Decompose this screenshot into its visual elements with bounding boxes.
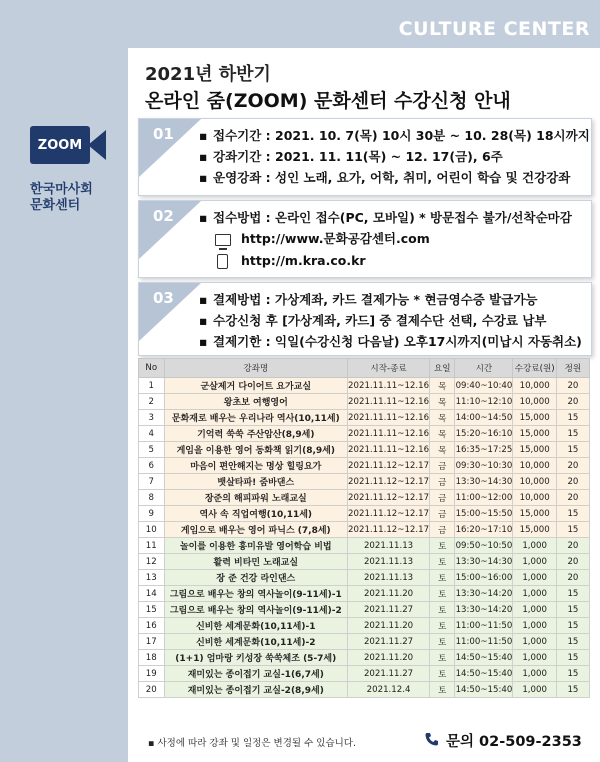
bullet-line bbox=[199, 146, 587, 167]
table-cell: 2021.11.11~12.16 bbox=[348, 378, 430, 394]
table-cell: 장준의 해피파워 노래교실 bbox=[164, 490, 348, 506]
table-cell: 1,000 bbox=[513, 682, 556, 698]
table-cell: 토 bbox=[430, 618, 455, 634]
table-cell: 15 bbox=[556, 618, 589, 634]
zoom-logo bbox=[30, 126, 106, 164]
table-cell: 15 bbox=[556, 442, 589, 458]
table-cell: 그림으로 배우는 창의 역사놀이(9-11세)-1 bbox=[164, 586, 348, 602]
table-cell: 15,000 bbox=[513, 426, 556, 442]
table-cell: 왕초보 여행영어 bbox=[164, 394, 348, 410]
table-cell: 2021.11.11~12.16 bbox=[348, 426, 430, 442]
section-number: 01 bbox=[153, 125, 174, 143]
table-cell: 게임으로 배우는 영어 파닉스 (7,8세) bbox=[164, 522, 348, 538]
left-background bbox=[0, 0, 128, 762]
table-cell: 16 bbox=[139, 618, 165, 634]
table-cell: 2 bbox=[139, 394, 165, 410]
table-cell: 1,000 bbox=[513, 554, 556, 570]
url-mobile[interactable] bbox=[199, 250, 587, 272]
column-header: 수강료(원) bbox=[513, 359, 556, 378]
table-cell: 09:40~10:40 bbox=[455, 378, 513, 394]
table-body bbox=[139, 378, 590, 698]
table-cell: 토 bbox=[430, 570, 455, 586]
table-cell: 1,000 bbox=[513, 570, 556, 586]
table-cell: 토 bbox=[430, 586, 455, 602]
table-cell: 20 bbox=[556, 378, 589, 394]
table-cell: 20 bbox=[556, 394, 589, 410]
table-cell: 3 bbox=[139, 410, 165, 426]
column-header: No bbox=[139, 359, 165, 378]
table-cell: 16:35~17:25 bbox=[455, 442, 513, 458]
bullet-icon: ▪ bbox=[199, 292, 208, 307]
table-cell: 그림으로 배우는 창의 역사놀이(9-11세)-2 bbox=[164, 602, 348, 618]
table-cell: 20 bbox=[556, 554, 589, 570]
table-cell: 문화재로 배우는 우리나라 역사(10,11세) bbox=[164, 410, 348, 426]
table-cell: 6 bbox=[139, 458, 165, 474]
table-cell: 2021.11.20 bbox=[348, 618, 430, 634]
table-cell: 금 bbox=[430, 474, 455, 490]
table-row bbox=[139, 618, 590, 634]
table-cell: 1,000 bbox=[513, 602, 556, 618]
table-header-row bbox=[139, 359, 590, 378]
table-row bbox=[139, 506, 590, 522]
table-cell: 2021.11.12~12.17 bbox=[348, 490, 430, 506]
url-text[interactable]: http://m.kra.co.kr bbox=[241, 253, 366, 268]
table-cell: 11:00~11:50 bbox=[455, 634, 513, 650]
section-02 bbox=[138, 200, 592, 278]
title-line-1: 2021년 하반기 bbox=[145, 64, 271, 85]
table-cell: 목 bbox=[430, 442, 455, 458]
table-row bbox=[139, 554, 590, 570]
table-cell: 9 bbox=[139, 506, 165, 522]
table-cell: 13:30~14:20 bbox=[455, 586, 513, 602]
table-cell: 토 bbox=[430, 666, 455, 682]
phone-icon bbox=[217, 254, 228, 269]
table-cell: 10,000 bbox=[513, 378, 556, 394]
table-cell: 신비한 세계문화(10,11세)-2 bbox=[164, 634, 348, 650]
table-cell: 15:00~16:00 bbox=[455, 570, 513, 586]
zoom-logo-text: ZOOM bbox=[30, 126, 90, 164]
table-cell: 2021.12.4 bbox=[348, 682, 430, 698]
table-cell: 신비한 세계문화(10,11세)-1 bbox=[164, 618, 348, 634]
section-number: 02 bbox=[153, 207, 174, 225]
table-cell: 10,000 bbox=[513, 394, 556, 410]
table-cell: 20 bbox=[556, 490, 589, 506]
section-number: 03 bbox=[153, 289, 174, 307]
table-cell: 토 bbox=[430, 538, 455, 554]
table-cell: 금 bbox=[430, 490, 455, 506]
bullet-text: 결제기한 : 익일(수강신청 다음날) 오후17시까지(미납시 자동취소) bbox=[213, 334, 582, 349]
bullet-line bbox=[199, 289, 587, 310]
table-cell: 15,000 bbox=[513, 522, 556, 538]
table-cell: 2021.11.11~12.16 bbox=[348, 410, 430, 426]
table-row bbox=[139, 378, 590, 394]
table-row bbox=[139, 682, 590, 698]
bullet-icon: ▪ bbox=[199, 149, 208, 164]
table-cell: 토 bbox=[430, 650, 455, 666]
table-cell: 1,000 bbox=[513, 538, 556, 554]
table-row bbox=[139, 666, 590, 682]
footer-note bbox=[148, 735, 356, 749]
org-name-line-1: 한국마사회 bbox=[30, 182, 93, 197]
bullet-text: 수강신청 후 [가상계좌, 카드] 중 결제수단 선택, 수강료 납부 bbox=[213, 313, 547, 328]
table-cell: 19 bbox=[139, 666, 165, 682]
table-cell: 1,000 bbox=[513, 618, 556, 634]
table-cell: 2021.11.11~12.16 bbox=[348, 394, 430, 410]
camera-icon bbox=[88, 130, 106, 160]
table-cell: 15 bbox=[556, 682, 589, 698]
table-cell: 5 bbox=[139, 442, 165, 458]
table-cell: 금 bbox=[430, 458, 455, 474]
table-cell: 2021.11.12~12.17 bbox=[348, 522, 430, 538]
table-row bbox=[139, 426, 590, 442]
table-cell: 13:30~14:30 bbox=[455, 474, 513, 490]
table-cell: 15 bbox=[556, 666, 589, 682]
table-cell: 12 bbox=[139, 554, 165, 570]
column-header: 시간 bbox=[455, 359, 513, 378]
table-cell: 11:00~11:50 bbox=[455, 618, 513, 634]
telephone-icon bbox=[424, 731, 440, 747]
table-cell: 20 bbox=[556, 538, 589, 554]
column-header: 요일 bbox=[430, 359, 455, 378]
table-cell: 목 bbox=[430, 394, 455, 410]
table-cell: 8 bbox=[139, 490, 165, 506]
bullet-text: 결제방법 : 가상계좌, 카드 결제가능 * 현금영수증 발급가능 bbox=[213, 292, 538, 307]
table-row bbox=[139, 602, 590, 618]
table-cell: 15 bbox=[556, 650, 589, 666]
table-row bbox=[139, 586, 590, 602]
table-cell: 2021.11.12~12.17 bbox=[348, 458, 430, 474]
contact-phone: 문의 02-509-2353 bbox=[446, 734, 582, 750]
table-cell: 2021.11.13 bbox=[348, 538, 430, 554]
table-cell: 20 bbox=[556, 458, 589, 474]
table-cell: 09:30~10:30 bbox=[455, 458, 513, 474]
footer-note-text: 사정에 따라 강좌 및 일정은 변경될 수 있습니다. bbox=[157, 738, 356, 749]
table-cell: 뱃살타파! 줌바댄스 bbox=[164, 474, 348, 490]
table-cell: 14 bbox=[139, 586, 165, 602]
table-cell: 2021.11.20 bbox=[348, 650, 430, 666]
table-cell: 2021.11.12~12.17 bbox=[348, 474, 430, 490]
table-cell: 20 bbox=[556, 570, 589, 586]
table-row bbox=[139, 650, 590, 666]
table-cell: 15,000 bbox=[513, 410, 556, 426]
table-cell: 재미있는 종이접기 교실-1(6,7세) bbox=[164, 666, 348, 682]
table-cell: (1+1) 엄마랑 키성장 쑥쑥체조 (5-7세) bbox=[164, 650, 348, 666]
table-cell: 13:30~14:20 bbox=[455, 602, 513, 618]
table-cell: 마음이 편안해지는 명상 힐링요가 bbox=[164, 458, 348, 474]
table-cell: 10,000 bbox=[513, 474, 556, 490]
table-cell: 토 bbox=[430, 554, 455, 570]
table-cell: 17 bbox=[139, 634, 165, 650]
column-header: 강좌명 bbox=[164, 359, 348, 378]
table-cell: 2021.11.12~12.17 bbox=[348, 506, 430, 522]
table-cell: 토 bbox=[430, 602, 455, 618]
table-cell: 금 bbox=[430, 506, 455, 522]
table-cell: 15:00~15:50 bbox=[455, 506, 513, 522]
table-cell: 15 bbox=[556, 634, 589, 650]
table-cell: 13 bbox=[139, 570, 165, 586]
bullet-line bbox=[199, 310, 587, 331]
table-row bbox=[139, 474, 590, 490]
table-cell: 2021.11.20 bbox=[348, 586, 430, 602]
table-cell: 목 bbox=[430, 378, 455, 394]
table-cell: 16:20~17:10 bbox=[455, 522, 513, 538]
course-table bbox=[138, 358, 590, 698]
table-cell: 1,000 bbox=[513, 586, 556, 602]
bullet-icon: ▪ bbox=[199, 313, 208, 328]
table-cell: 15:20~16:10 bbox=[455, 426, 513, 442]
table-cell: 15,000 bbox=[513, 506, 556, 522]
table-cell: 14:00~14:50 bbox=[455, 410, 513, 426]
table-cell: 1 bbox=[139, 378, 165, 394]
table-cell: 15 bbox=[556, 602, 589, 618]
bullet-icon: ▪ bbox=[148, 738, 158, 749]
table-cell: 13:30~14:30 bbox=[455, 554, 513, 570]
table-cell: 1,000 bbox=[513, 666, 556, 682]
column-header: 시작-종료 bbox=[348, 359, 430, 378]
table-cell: 10 bbox=[139, 522, 165, 538]
table-cell: 금 bbox=[430, 522, 455, 538]
table-cell: 14:50~15:40 bbox=[455, 666, 513, 682]
table-row bbox=[139, 442, 590, 458]
table-cell: 놀이를 이용한 흥미유발 영어학습 비법 bbox=[164, 538, 348, 554]
table-cell: 군살제거 다이어트 요가교실 bbox=[164, 378, 348, 394]
table-cell: 목 bbox=[430, 410, 455, 426]
table-cell: 2021.11.27 bbox=[348, 634, 430, 650]
bullet-icon: ▪ bbox=[199, 334, 208, 349]
table-row bbox=[139, 538, 590, 554]
table-cell: 10,000 bbox=[513, 458, 556, 474]
table-cell: 2021.11.27 bbox=[348, 602, 430, 618]
table-cell: 11:00~12:00 bbox=[455, 490, 513, 506]
table-cell: 15 bbox=[139, 602, 165, 618]
table-cell: 2021.11.11~12.16 bbox=[348, 442, 430, 458]
table-row bbox=[139, 570, 590, 586]
bullet-icon: ▪ bbox=[199, 210, 208, 225]
table-cell: 역사 속 직업여행(10,11세) bbox=[164, 506, 348, 522]
table-cell: 토 bbox=[430, 682, 455, 698]
table-cell: 14:50~15:40 bbox=[455, 650, 513, 666]
table-cell: 10,000 bbox=[513, 490, 556, 506]
bullet-icon: ▪ bbox=[199, 128, 208, 143]
table-cell: 장 준 건강 라인댄스 bbox=[164, 570, 348, 586]
bullet-line bbox=[199, 331, 587, 352]
table-cell: 15 bbox=[556, 410, 589, 426]
table-row bbox=[139, 410, 590, 426]
table-cell: 18 bbox=[139, 650, 165, 666]
bullet-text: 운영강좌 : 성인 노래, 요가, 어학, 취미, 어린이 학습 및 건강강좌 bbox=[213, 170, 571, 185]
table-cell: 7 bbox=[139, 474, 165, 490]
table-cell: 15 bbox=[556, 506, 589, 522]
bullet-icon: ▪ bbox=[199, 170, 208, 185]
table-cell: 토 bbox=[430, 634, 455, 650]
table-cell: 2021.11.13 bbox=[348, 554, 430, 570]
table-cell: 1,000 bbox=[513, 634, 556, 650]
table-cell: 20 bbox=[556, 474, 589, 490]
table-cell: 14:50~15:40 bbox=[455, 682, 513, 698]
table-cell: 20 bbox=[139, 682, 165, 698]
table-cell: 09:50~10:50 bbox=[455, 538, 513, 554]
table-cell: 15,000 bbox=[513, 442, 556, 458]
monitor-icon bbox=[215, 234, 231, 246]
table-cell: 2021.11.27 bbox=[348, 666, 430, 682]
url-text[interactable]: http://www.문화공감센터.com bbox=[241, 231, 430, 246]
table-row bbox=[139, 394, 590, 410]
bullet-text: 접수방법 : 온라인 접수(PC, 모바일) * 방문접수 불가/선착순마감 bbox=[213, 210, 572, 225]
bullet-text: 강좌기간 : 2021. 11. 11(목) ~ 12. 17(금), 6주 bbox=[213, 149, 503, 164]
bullet-line bbox=[199, 167, 587, 188]
table-cell: 1,000 bbox=[513, 650, 556, 666]
table-cell: 게임을 이용한 영어 동화책 읽기(8,9세) bbox=[164, 442, 348, 458]
table-cell: 2021.11.13 bbox=[348, 570, 430, 586]
org-name-line-2: 문화센터 bbox=[30, 198, 81, 213]
table-cell: 4 bbox=[139, 426, 165, 442]
bullet-line bbox=[199, 207, 587, 228]
brand-title: CULTURE CENTER bbox=[398, 18, 590, 40]
bullet-line bbox=[199, 125, 590, 146]
table-cell: 기억력 쑥쑥 주산암산(8,9세) bbox=[164, 426, 348, 442]
section-03 bbox=[138, 282, 592, 356]
table-cell: 11 bbox=[139, 538, 165, 554]
table-cell: 15 bbox=[556, 586, 589, 602]
table-cell: 15 bbox=[556, 522, 589, 538]
column-header: 정원 bbox=[556, 359, 589, 378]
table-row bbox=[139, 522, 590, 538]
url-pc[interactable] bbox=[199, 228, 587, 250]
table-cell: 활력 비타민 노래교실 bbox=[164, 554, 348, 570]
table-cell: 11:10~12:10 bbox=[455, 394, 513, 410]
table-cell: 15 bbox=[556, 426, 589, 442]
table-row bbox=[139, 458, 590, 474]
section-01 bbox=[138, 118, 592, 196]
table-cell: 목 bbox=[430, 426, 455, 442]
table-row bbox=[139, 634, 590, 650]
table-cell: 재미있는 종이접기 교실-2(8,9세) bbox=[164, 682, 348, 698]
title-line-2: 온라인 줌(ZOOM) 문화센터 수강신청 안내 bbox=[145, 90, 511, 112]
table-row bbox=[139, 490, 590, 506]
bullet-text: 접수기간 : 2021. 10. 7(목) 10시 30분 ~ 10. 28(목) 18시까지 bbox=[213, 128, 590, 143]
